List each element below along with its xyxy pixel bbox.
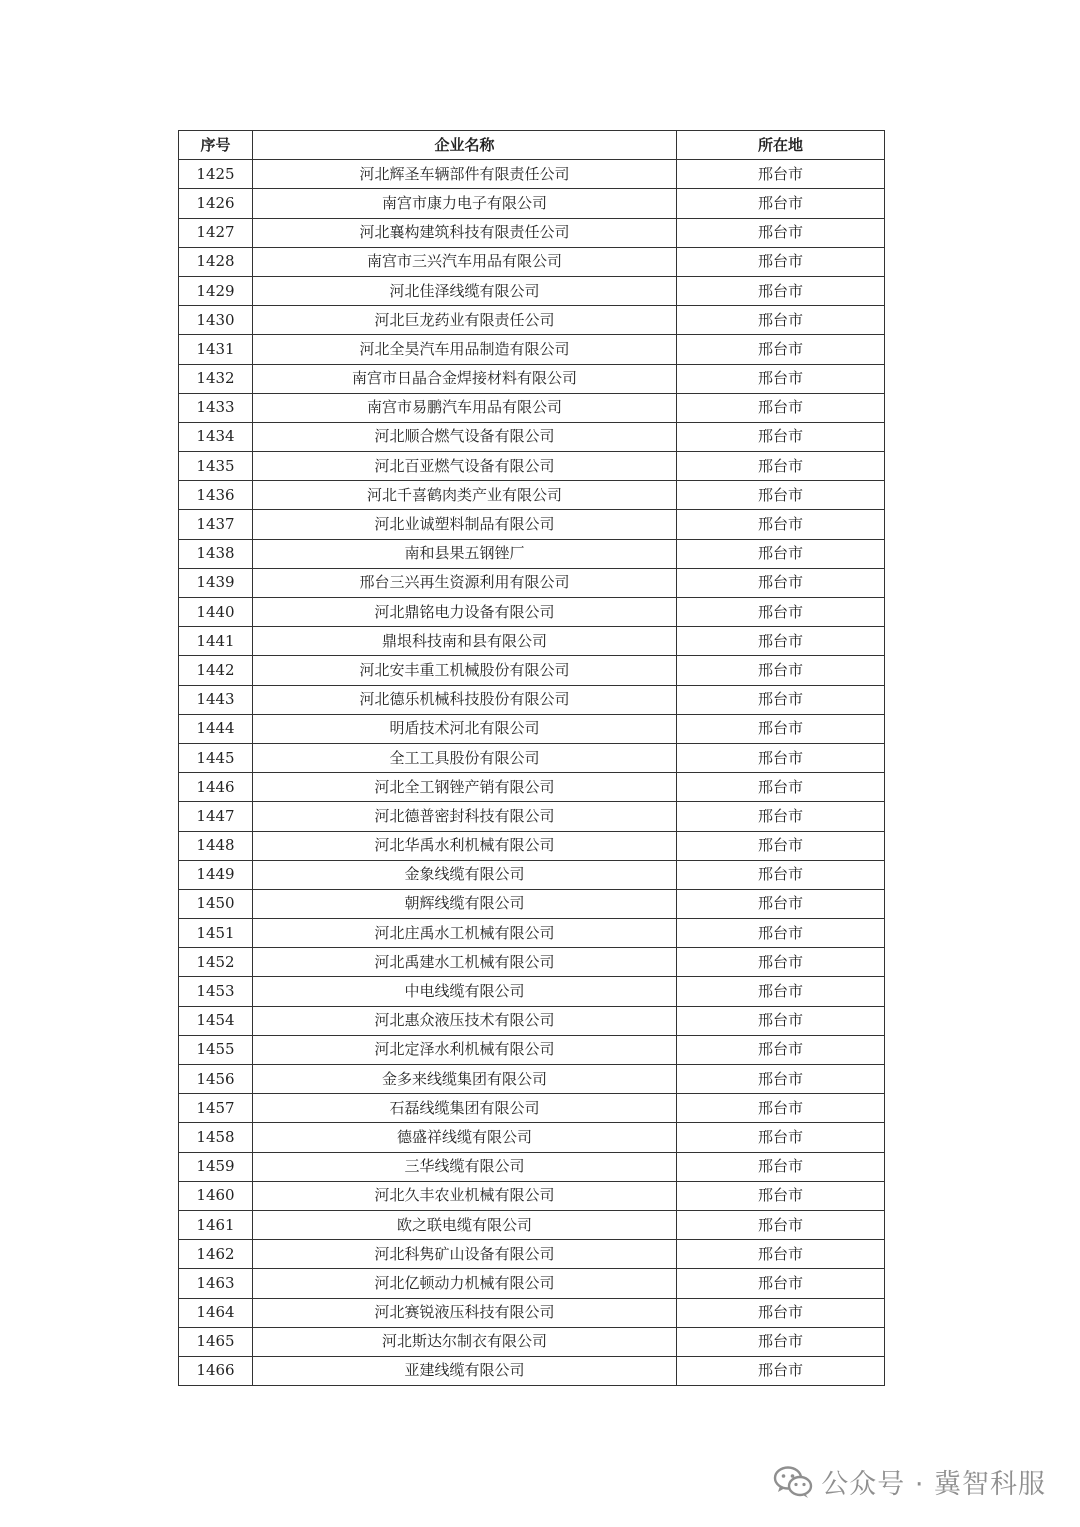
table-row [179, 1181, 885, 1210]
table-body [179, 160, 885, 1386]
company-name-cell: 河北佳泽线缆有限公司 [253, 276, 677, 305]
company-name-cell: 全工工具股份有限公司 [253, 743, 677, 772]
serial-number-cell: 1434 [179, 422, 253, 451]
serial-number-cell: 1432 [179, 364, 253, 393]
serial-number-cell: 1442 [179, 656, 253, 685]
enterprise-table [178, 130, 885, 1386]
table-row [179, 656, 885, 685]
location-cell: 邢台市 [677, 1094, 885, 1123]
table-row [179, 510, 885, 539]
company-name-cell: 河北斯达尔制衣有限公司 [253, 1327, 677, 1356]
location-cell: 邢台市 [677, 802, 885, 831]
location-cell: 邢台市 [677, 393, 885, 422]
company-name-cell: 欧之联电缆有限公司 [253, 1210, 677, 1239]
table-row [179, 189, 885, 218]
location-cell: 邢台市 [677, 1269, 885, 1298]
company-name-cell: 河北安丰重工机械股份有限公司 [253, 656, 677, 685]
company-name-cell: 南宫市日晶合金焊接材料有限公司 [253, 364, 677, 393]
table-row [179, 1356, 885, 1385]
serial-number-cell: 1433 [179, 393, 253, 422]
company-name-cell: 河北全工钢锉产销有限公司 [253, 773, 677, 802]
location-cell: 邢台市 [677, 247, 885, 276]
serial-number-cell: 1438 [179, 539, 253, 568]
company-name-cell: 河北德普密封科技有限公司 [253, 802, 677, 831]
serial-number-cell: 1439 [179, 568, 253, 597]
company-name-cell: 南宫市易鹏汽车用品有限公司 [253, 393, 677, 422]
company-name-cell: 明盾技术河北有限公司 [253, 714, 677, 743]
serial-number-cell: 1425 [179, 160, 253, 189]
table-row [179, 1210, 885, 1239]
serial-number-cell: 1451 [179, 919, 253, 948]
company-name-cell: 河北科隽矿山设备有限公司 [253, 1240, 677, 1269]
serial-number-cell: 1465 [179, 1327, 253, 1356]
company-name-cell: 中电线缆有限公司 [253, 977, 677, 1006]
serial-number-cell: 1426 [179, 189, 253, 218]
company-name-cell: 德盛祥线缆有限公司 [253, 1123, 677, 1152]
serial-number-cell: 1446 [179, 773, 253, 802]
company-name-cell: 河北赛锐液压科技有限公司 [253, 1298, 677, 1327]
serial-number-cell: 1431 [179, 335, 253, 364]
company-name-cell: 金多来线缆集团有限公司 [253, 1065, 677, 1094]
serial-number-cell: 1443 [179, 685, 253, 714]
table-row [179, 1269, 885, 1298]
location-cell: 邢台市 [677, 422, 885, 451]
location-cell: 邢台市 [677, 1210, 885, 1239]
location-cell: 邢台市 [677, 743, 885, 772]
serial-number-cell: 1427 [179, 218, 253, 247]
table-header [179, 131, 885, 160]
location-cell: 邢台市 [677, 948, 885, 977]
table-row [179, 1152, 885, 1181]
location-cell: 邢台市 [677, 977, 885, 1006]
serial-number-cell: 1436 [179, 481, 253, 510]
serial-number-cell: 1448 [179, 831, 253, 860]
company-name-cell: 石磊线缆集团有限公司 [253, 1094, 677, 1123]
company-name-cell: 河北禹建水工机械有限公司 [253, 948, 677, 977]
location-cell: 邢台市 [677, 627, 885, 656]
location-cell: 邢台市 [677, 364, 885, 393]
serial-number-cell: 1464 [179, 1298, 253, 1327]
table-row [179, 948, 885, 977]
serial-number-cell: 1456 [179, 1065, 253, 1094]
table-row [179, 685, 885, 714]
serial-number-cell: 1454 [179, 1006, 253, 1035]
serial-number-cell: 1453 [179, 977, 253, 1006]
serial-number-cell: 1435 [179, 452, 253, 481]
location-cell: 邢台市 [677, 1356, 885, 1385]
header-location: 所在地 [677, 131, 885, 160]
location-cell: 邢台市 [677, 1181, 885, 1210]
serial-number-cell: 1466 [179, 1356, 253, 1385]
company-name-cell: 河北惠众液压技术有限公司 [253, 1006, 677, 1035]
location-cell: 邢台市 [677, 568, 885, 597]
company-name-cell: 南和县果五钢锉厂 [253, 539, 677, 568]
location-cell: 邢台市 [677, 831, 885, 860]
location-cell: 邢台市 [677, 160, 885, 189]
location-cell: 邢台市 [677, 1298, 885, 1327]
serial-number-cell: 1447 [179, 802, 253, 831]
table-row [179, 481, 885, 510]
serial-number-cell: 1458 [179, 1123, 253, 1152]
location-cell: 邢台市 [677, 860, 885, 889]
location-cell: 邢台市 [677, 656, 885, 685]
table-row [179, 889, 885, 918]
table-row [179, 1123, 885, 1152]
location-cell: 邢台市 [677, 276, 885, 305]
serial-number-cell: 1459 [179, 1152, 253, 1181]
header-serial-number: 序号 [179, 131, 253, 160]
serial-number-cell: 1462 [179, 1240, 253, 1269]
serial-number-cell: 1461 [179, 1210, 253, 1239]
company-name-cell: 河北久丰农业机械有限公司 [253, 1181, 677, 1210]
table-row [179, 364, 885, 393]
company-name-cell: 河北巨龙药业有限责任公司 [253, 306, 677, 335]
table-row [179, 393, 885, 422]
table-row [179, 247, 885, 276]
serial-number-cell: 1445 [179, 743, 253, 772]
table-row [179, 452, 885, 481]
company-name-cell: 河北千喜鹤肉类产业有限公司 [253, 481, 677, 510]
table-row [179, 860, 885, 889]
serial-number-cell: 1463 [179, 1269, 253, 1298]
location-cell: 邢台市 [677, 889, 885, 918]
company-name-cell: 南宫市康力电子有限公司 [253, 189, 677, 218]
table-row [179, 306, 885, 335]
company-name-cell: 邢台三兴再生资源利用有限公司 [253, 568, 677, 597]
serial-number-cell: 1429 [179, 276, 253, 305]
serial-number-cell: 1452 [179, 948, 253, 977]
location-cell: 邢台市 [677, 685, 885, 714]
location-cell: 邢台市 [677, 773, 885, 802]
table-row [179, 160, 885, 189]
table-row [179, 335, 885, 364]
header-company-name: 企业名称 [253, 131, 677, 160]
company-name-cell: 河北全昊汽车用品制造有限公司 [253, 335, 677, 364]
table-row [179, 276, 885, 305]
table-row [179, 714, 885, 743]
location-cell: 邢台市 [677, 335, 885, 364]
company-name-cell: 亚建线缆有限公司 [253, 1356, 677, 1385]
location-cell: 邢台市 [677, 919, 885, 948]
serial-number-cell: 1430 [179, 306, 253, 335]
company-name-cell: 河北鼎铭电力设备有限公司 [253, 598, 677, 627]
serial-number-cell: 1449 [179, 860, 253, 889]
serial-number-cell: 1450 [179, 889, 253, 918]
serial-number-cell: 1437 [179, 510, 253, 539]
table-row [179, 743, 885, 772]
table-row [179, 539, 885, 568]
serial-number-cell: 1428 [179, 247, 253, 276]
table-row [179, 598, 885, 627]
location-cell: 邢台市 [677, 1065, 885, 1094]
location-cell: 邢台市 [677, 510, 885, 539]
company-name-cell: 河北华禹水利机械有限公司 [253, 831, 677, 860]
header-row [179, 131, 885, 160]
company-name-cell: 河北亿顿动力机械有限公司 [253, 1269, 677, 1298]
table-row [179, 627, 885, 656]
company-name-cell: 河北定泽水利机械有限公司 [253, 1035, 677, 1064]
table-row [179, 1065, 885, 1094]
company-name-cell: 鼎垠科技南和县有限公司 [253, 627, 677, 656]
company-name-cell: 河北庄禹水工机械有限公司 [253, 919, 677, 948]
company-name-cell: 河北顺合燃气设备有限公司 [253, 422, 677, 451]
table-row [179, 1327, 885, 1356]
table-row [179, 919, 885, 948]
location-cell: 邢台市 [677, 598, 885, 627]
location-cell: 邢台市 [677, 1327, 885, 1356]
table-row [179, 773, 885, 802]
location-cell: 邢台市 [677, 218, 885, 247]
table-row [179, 977, 885, 1006]
location-cell: 邢台市 [677, 189, 885, 218]
company-name-cell: 河北百亚燃气设备有限公司 [253, 452, 677, 481]
table-row [179, 802, 885, 831]
serial-number-cell: 1455 [179, 1035, 253, 1064]
table-row [179, 568, 885, 597]
table-row [179, 1035, 885, 1064]
table-row [179, 1298, 885, 1327]
watermark-text: 公众号 · 冀智科服 [821, 1469, 1046, 1500]
company-name-cell: 河北业诚塑料制品有限公司 [253, 510, 677, 539]
company-name-cell: 金象线缆有限公司 [253, 860, 677, 889]
location-cell: 邢台市 [677, 1152, 885, 1181]
table-row [179, 1240, 885, 1269]
serial-number-cell: 1444 [179, 714, 253, 743]
table-row [179, 1006, 885, 1035]
company-name-cell: 南宫市三兴汽车用品有限公司 [253, 247, 677, 276]
table-row [179, 422, 885, 451]
location-cell: 邢台市 [677, 1006, 885, 1035]
table-row [179, 1094, 885, 1123]
location-cell: 邢台市 [677, 1123, 885, 1152]
location-cell: 邢台市 [677, 1240, 885, 1269]
company-name-cell: 三华线缆有限公司 [253, 1152, 677, 1181]
serial-number-cell: 1457 [179, 1094, 253, 1123]
serial-number-cell: 1460 [179, 1181, 253, 1210]
company-name-cell: 朝辉线缆有限公司 [253, 889, 677, 918]
location-cell: 邢台市 [677, 539, 885, 568]
serial-number-cell: 1441 [179, 627, 253, 656]
location-cell: 邢台市 [677, 452, 885, 481]
company-name-cell: 河北辉圣车辆部件有限责任公司 [253, 160, 677, 189]
watermark [773, 1462, 1046, 1501]
company-name-cell: 河北德乐机械科技股份有限公司 [253, 685, 677, 714]
location-cell: 邢台市 [677, 306, 885, 335]
company-name-cell: 河北襄构建筑科技有限责任公司 [253, 218, 677, 247]
location-cell: 邢台市 [677, 481, 885, 510]
location-cell: 邢台市 [677, 1035, 885, 1064]
table-row [179, 218, 885, 247]
wechat-icon [773, 1465, 813, 1499]
serial-number-cell: 1440 [179, 598, 253, 627]
table-row [179, 831, 885, 860]
location-cell: 邢台市 [677, 714, 885, 743]
